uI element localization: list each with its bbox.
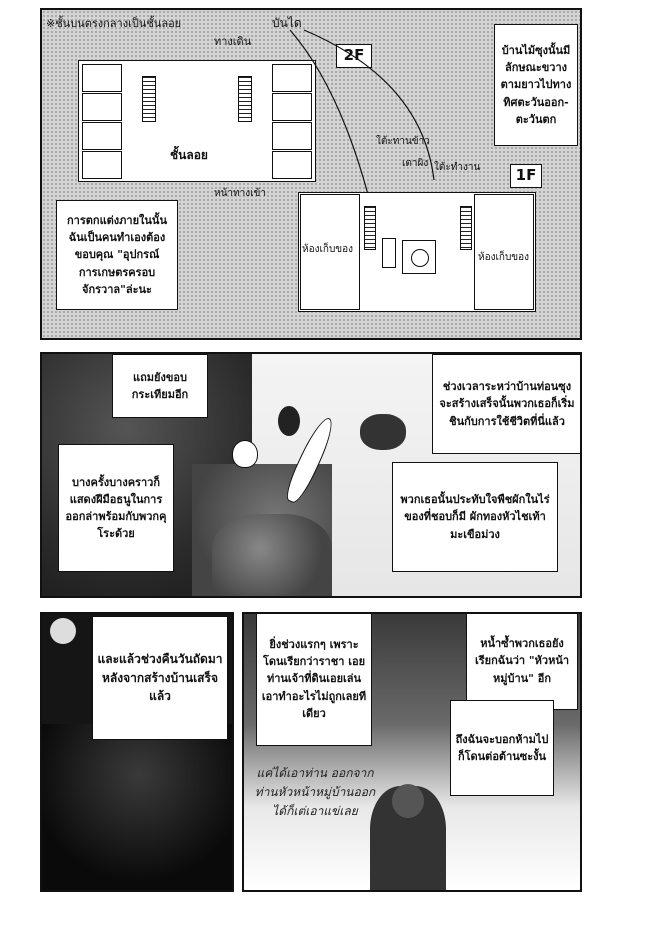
living-caption — [432, 354, 582, 454]
refuse-caption-text: ถึงฉันจะบอกห้ามไปก็โดนต่อต้านซะงั้น — [455, 732, 549, 763]
interior-caption — [56, 200, 178, 310]
teased-caption — [256, 612, 372, 746]
hunt-caption — [58, 444, 174, 572]
protagonist-panel — [242, 612, 582, 892]
storage-right-label: ห้องเก็บของ — [478, 252, 530, 263]
pumpkin-illustration — [360, 414, 406, 450]
garlic-caption — [112, 354, 208, 418]
teased-caption-text: ยิ่งช่วงแรกๆ เพราะโดนเรียกว่าราชา เอยท่านเจ้าที่ดินเอยเล่นเอาทำอะไรไม่ถูกเลยทีเดียว — [261, 638, 367, 720]
refuse-caption — [450, 700, 554, 796]
under-dining-label: ใต้ะทานข้าว — [376, 136, 430, 147]
dining-table — [382, 238, 396, 268]
night-caption-text: และแล้วช่วงคืนวันถัดมาหลังจากสร้างบ้านเสร็จแล้ว — [97, 652, 223, 704]
hunt-caption-text: บางครั้งบางคราวก็แสดงฝีมือธนูในการออกล่าพร้อมกับพวกคุโระด้วย — [65, 475, 167, 541]
house-orientation-text: บ้านไม้ซุงนั้นมีลักษณะขวางตามยาวไปทางทิศตะวันออก-ตะวันตก — [500, 44, 572, 126]
floor1-tag-text: 1F — [515, 166, 537, 184]
house-orientation-caption — [494, 24, 578, 146]
garlic-caption-text: แถมยังขอบกระเทียมอีก — [131, 370, 189, 401]
floor1-stairs-right — [460, 206, 472, 250]
night-panel — [40, 612, 234, 892]
entrance-label: หน้าทางเข้า — [214, 188, 267, 199]
floor1-tag — [510, 164, 542, 188]
stove-label: เตาผิง — [402, 158, 429, 169]
handwritten-aside — [250, 764, 380, 822]
living-caption-text: ช่วงเวลาระหว่าบ้านท่อนซุงจะสร้างเสร็จนั้นพวกเธอก็เริ่มชินกับการใช้ชีวิตที่นี่แล้ว — [439, 380, 575, 428]
walkway-label: ทางเดิน — [214, 35, 252, 48]
garlic-illustration — [232, 440, 258, 468]
interior-caption-text: การตกแต่งภายในนั้นฉันเป็นคนทำเองต้องขอบคุณ "อุปกรณ์การเกษตรครอบจักรวาล"ล่ะนะ — [67, 214, 167, 296]
chief-caption-text: หน้ำซ้ำพวกเธอยังเรียกฉันว่า "หัวหน้าหมู่บ้าน" อีก — [474, 637, 570, 685]
character-group-illustration — [212, 514, 332, 598]
floating-floor-note: ※ชั้นบนตรงกลางเป็นชั้นลอย — [46, 17, 182, 30]
protagonist-head — [392, 784, 424, 818]
eggplant-illustration — [278, 406, 300, 436]
under-work-label: ใต้ะทำงาน — [434, 162, 481, 173]
floor1-stairs-left — [364, 206, 376, 250]
tree-silhouette — [42, 724, 234, 892]
chief-caption — [466, 612, 578, 710]
storage-left-label: ห้องเก็บของ — [302, 244, 354, 255]
handwritten-aside-text: แค่ได้เอาท่าน ออกจากท่านหัวหน้าหมู่บ้านออกได้ก็เต่เอาแข่เลย — [254, 766, 376, 819]
mezzanine-label: ชั้นลอย — [170, 148, 208, 162]
night-caption — [92, 616, 228, 740]
floor-plan-panel — [40, 8, 582, 340]
moon-icon — [50, 618, 76, 644]
veggies-caption-text: พวกเธอนั้นประทับใจพืชผักในไร่ของที่ชอบก็มี ผักทองหัวไชเท้า มะเขือม่วง — [400, 493, 550, 541]
fireplace-circle — [411, 249, 429, 267]
veggies-caption — [392, 462, 558, 572]
stairs-label: บันได — [272, 16, 302, 30]
floor2-tag-text: 2F — [343, 46, 365, 64]
forest-panel — [40, 352, 582, 598]
